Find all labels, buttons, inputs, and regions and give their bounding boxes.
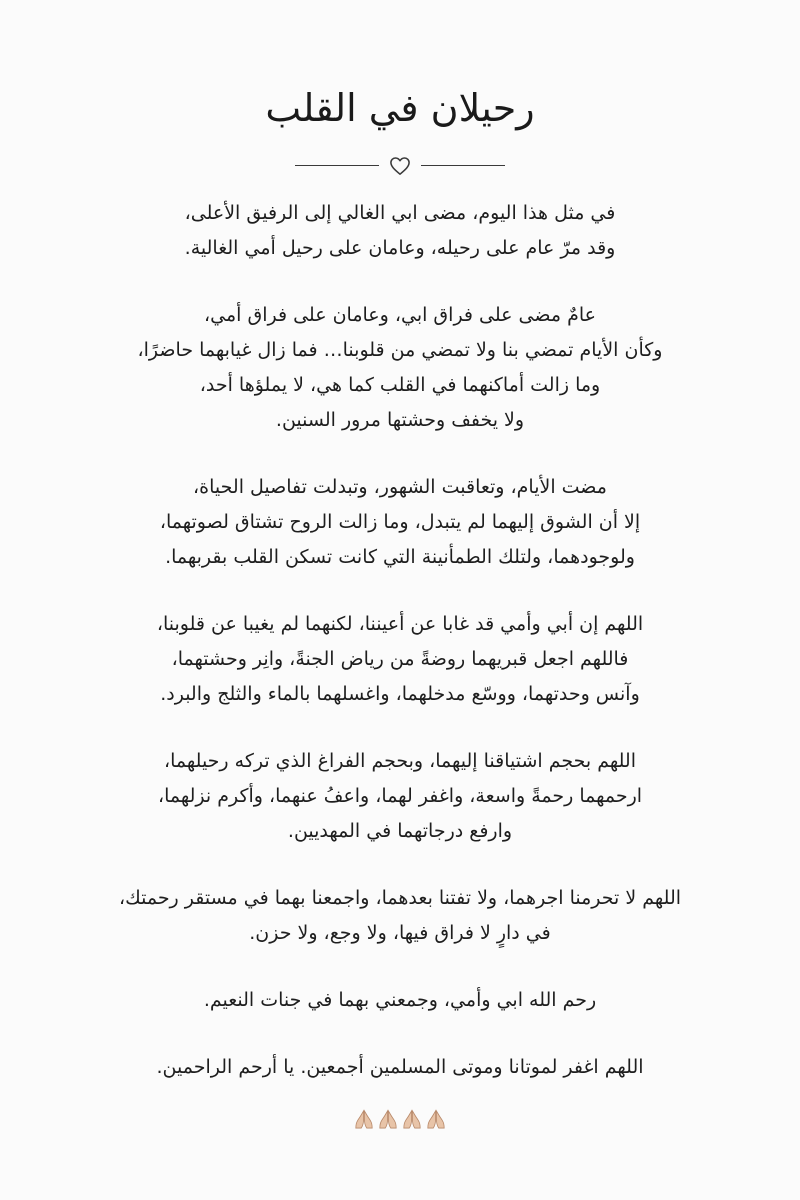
- text-line: اللهم لا تحرمنا اجرهما، ولا تفتنا بعدهما، واجمعنا بهما في مستقر رحمتك،: [118, 887, 682, 909]
- paragraph: [80, 298, 720, 438]
- text-line: مضت الأيام، وتعاقبت الشهور، وتبدلت تفاصيل الحياة،: [193, 476, 607, 498]
- text-line: وارفع درجاتهما في المهديين.: [287, 820, 513, 842]
- text-line: رحم الله ابي وأمي، وجمعني بهما في جنات النعيم.: [203, 989, 597, 1011]
- praying-hands-icon: [425, 1109, 447, 1129]
- divider-line-right: [421, 165, 505, 166]
- text-line: ارحمهما رحمةً واسعة، واغفر لهما، واعفُ عنهما، وأكرم نزلهما،: [157, 785, 643, 807]
- paragraph: [80, 196, 720, 266]
- text-line: وما زالت أماكنهما في القلب كما هي، لا يملؤها أحد،: [199, 374, 601, 396]
- text-line: اللهم إن أبي وأمي قد غابا عن أعيننا، لكنهما لم يغيبا عن قلوبنا،: [156, 613, 644, 635]
- heart-icon: [389, 156, 411, 176]
- text-line: وقد مرّ عام على رحيله، وعامان على رحيل أمي الغالية.: [184, 237, 616, 259]
- text-line: ولوجودهما، ولتلك الطمأنينة التي كانت تسكن القلب بقربهما.: [165, 546, 635, 568]
- text-line: وكأن الأيام تمضي بنا ولا تمضي من قلوبنا… فما زال غيابهما حاضرًا،: [137, 339, 663, 361]
- paragraph: [80, 1050, 720, 1085]
- praying-hands-icon: [401, 1109, 423, 1129]
- praying-hands-row: [80, 1109, 720, 1129]
- page-title: رحيلان في القلب: [265, 86, 535, 130]
- praying-hands-icon: [353, 1109, 375, 1129]
- text-line: عامٌ مضى على فراق ابي، وعامان على فراق أمي،: [204, 304, 596, 326]
- poem-body: [80, 196, 720, 1129]
- praying-hands-icon: [377, 1109, 399, 1129]
- paragraph: [80, 470, 720, 575]
- paragraph: [80, 983, 720, 1018]
- text-line: وآنس وحدتهما، ووسّع مدخلهما، واغسلهما بالماء والثلج والبرد.: [160, 683, 640, 705]
- paragraph: [80, 744, 720, 849]
- title-divider: [295, 156, 505, 176]
- text-line: اللهم اغفر لموتانا وموتى المسلمين أجمعين. يا أرحم الراحمين.: [156, 1056, 644, 1078]
- text-line: ولا يخفف وحشتها مرور السنين.: [275, 409, 525, 431]
- text-line: اللهم بحجم اشتياقنا إليهما، وبحجم الفراغ الذي تركه رحيلهما،: [163, 750, 636, 772]
- text-line: في دارٍ لا فراق فيها، ولا وجع، ولا حزن.: [249, 922, 551, 944]
- text-line: في مثل هذا اليوم، مضى ابي الغالي إلى الرفيق الأعلى،: [184, 202, 616, 224]
- paragraph: [80, 607, 720, 712]
- divider-line-left: [295, 165, 379, 166]
- text-line: فاللهم اجعل قبريهما روضةً من رياض الجنةً، وانِر وحشتهما،: [171, 648, 629, 670]
- paragraph: [80, 881, 720, 951]
- text-line: إلا أن الشوق إليهما لم يتبدل، وما زالت الروح تشتاق لصوتهما،: [159, 511, 641, 533]
